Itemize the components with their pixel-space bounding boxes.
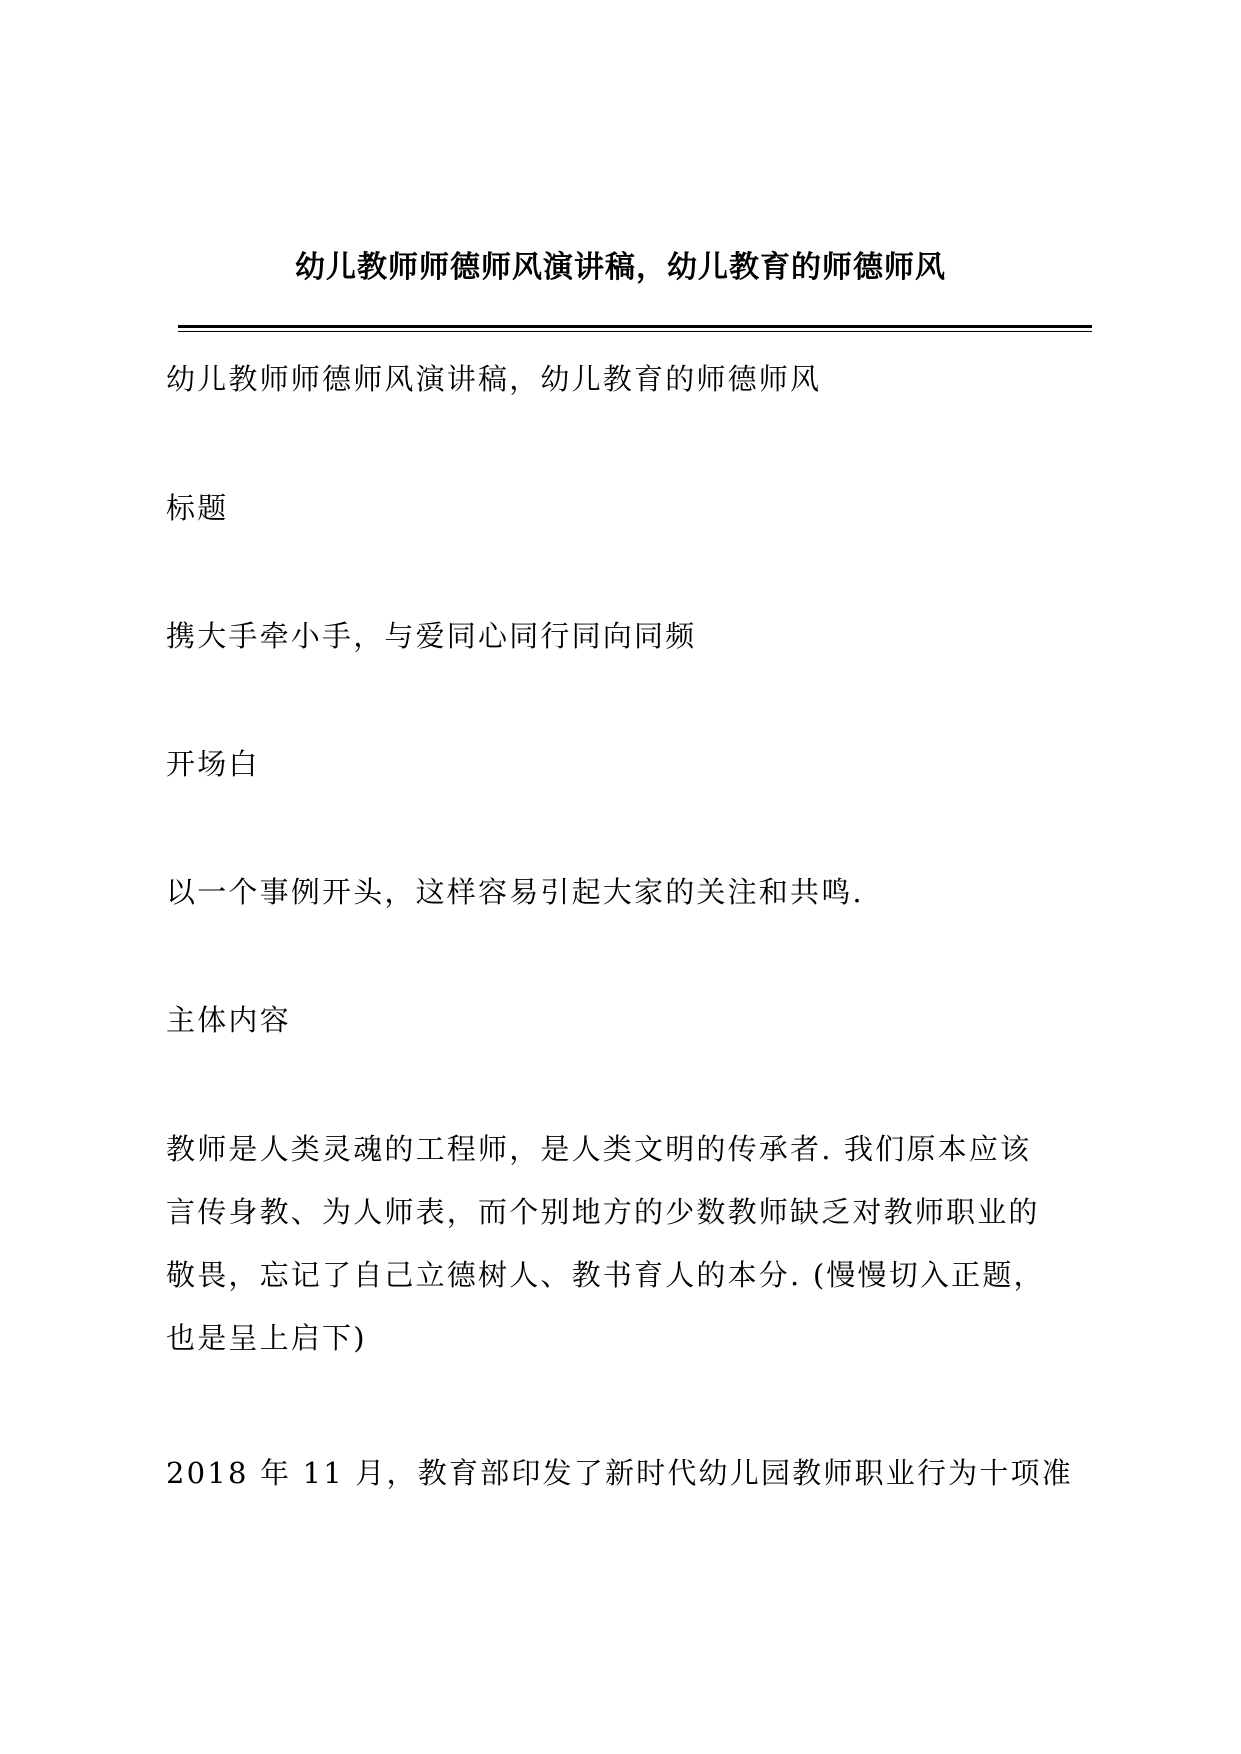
document-title: 幼儿教师师德师风演讲稿，幼儿教育的师德师风 [295, 250, 946, 285]
paragraph-line: 言传身教、为人师表，而个别地方的少数教师缺乏对教师职业的 [166, 1195, 1040, 1229]
paragraph-line: 也是呈上启下) [166, 1321, 367, 1355]
paragraph-main-body [166, 1118, 1096, 1370]
paragraph-line: 教师是人类灵魂的工程师，是人类文明的传承者. 我们原本应该 [166, 1132, 1032, 1166]
paragraph-label-title: 标题 [166, 491, 229, 525]
paragraph-heading-repeat: 幼儿教师师德师风演讲稿，幼儿教育的师德师风 [166, 362, 822, 396]
title-rule-thick [178, 325, 1092, 328]
paragraph-opening-text: 以一个事例开头，这样容易引起大家的关注和共鸣. [166, 875, 864, 909]
paragraph-line: 敬畏，忘记了自己立德树人、教书育人的本分. (慢慢切入正题， [166, 1258, 1045, 1292]
paragraph-title-text: 携大手牵小手，与爱同心同行同向同频 [166, 619, 697, 653]
paragraph-label-opening: 开场白 [166, 747, 260, 781]
paragraph-label-main: 主体内容 [166, 1003, 291, 1037]
title-rule-thin [178, 331, 1092, 332]
paragraph-date-line: 2018 年 11 月，教育部印发了新时代幼儿园教师职业行为十项准 [166, 1456, 1073, 1490]
